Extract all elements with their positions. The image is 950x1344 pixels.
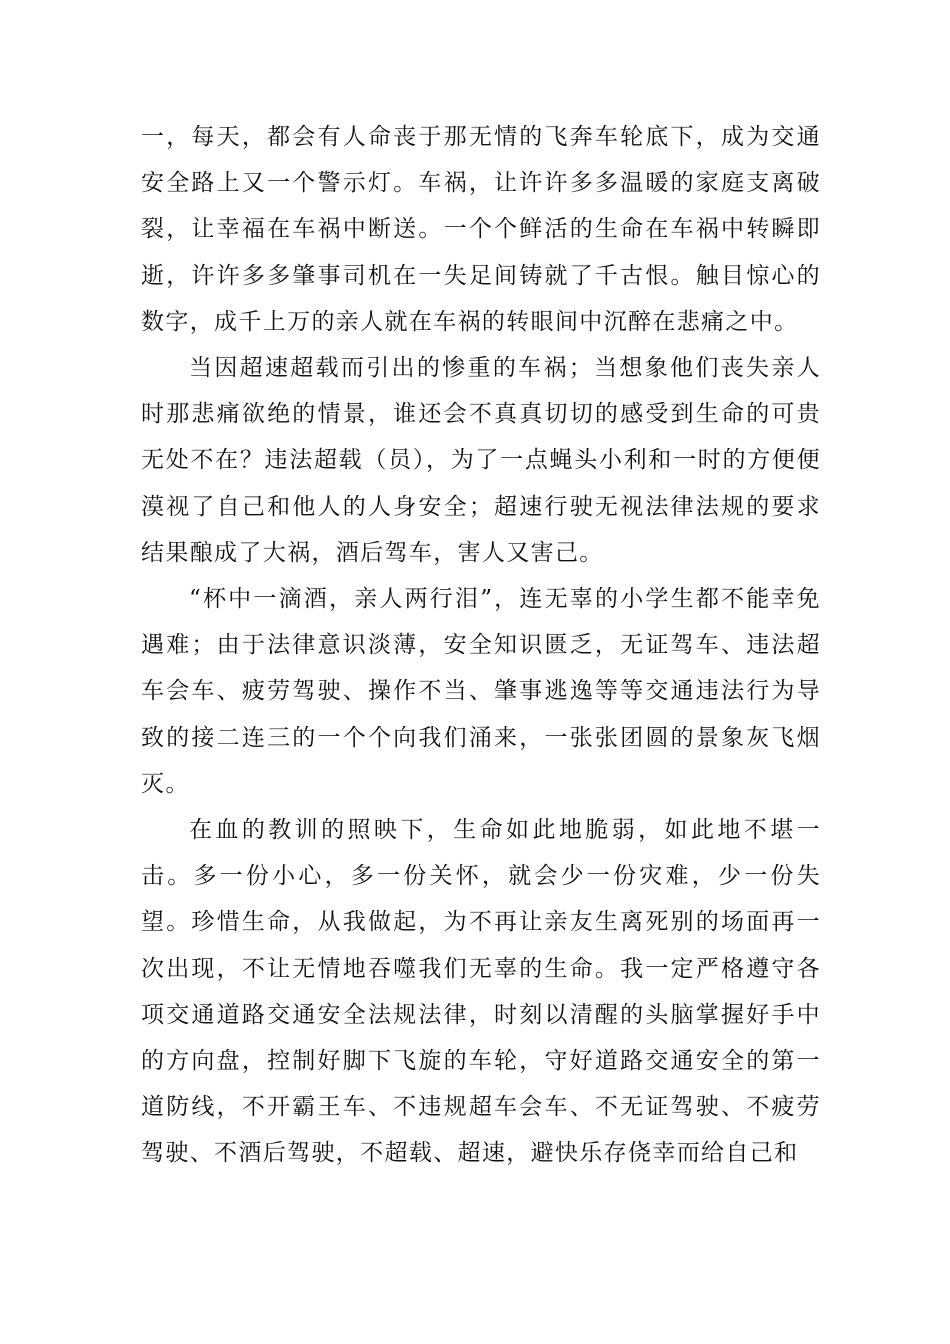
paragraph-3: “杯中一滴酒，亲人两行泪”，连无辜的小学生都不能幸免遇难；由于法律意识淡薄，安全知识匮乏，无证驾车、违法超车会车、疲劳驾驶、操作不当、肇事逃逸等等交通违法行为导致的接二连三的一个个向我们涌来，一张张团圆的景象灰飞烟灭。 <box>141 586 821 797</box>
paragraph-2: 当因超速超载而引出的惨重的车祸；当想象他们丧失亲人时那悲痛欲绝的情景，谁还会不真真切切的感受到生命的可贵无处不在？违法超载（员），为了一点蝇头小利和一时的方便便漠视了自己和他人的人身安全；超速行驶无视法律法规的要求结果酿成了大祸，酒后驾车，害人又害己。 <box>141 355 821 566</box>
paragraph-4: 在血的教训的照映下，生命如此地脆弱，如此地不堪一击。多一份小心，多一份关怀，就会少一份灾难，少一份失望。珍惜生命，从我做起，为不再让亲友生离死别的场面再一次出现，不让无情地吞噬我们无辜的生命。我一定严格遵守各项交通道路交通安全法规法律，时刻以清醒的头脑掌握好手中的方向盘，控制好脚下飞旋的车轮，守好道路交通安全的第一道防线，不开霸王车、不违规超车会车、不无证驾驶、不疲劳驾驶、不酒后驾驶，不超载、超速，避快乐存侥幸而给自己和 <box>141 817 821 1167</box>
document-body <box>141 114 821 1177</box>
paragraph-1: 一，每天，都会有人命丧于那无情的飞奔车轮底下，成为交通安全路上又一个警示灯。车祸，让许许多多温暖的家庭支离破裂，让幸福在车祸中断送。一个个鲜活的生命在车祸中转瞬即逝，许许多多肇事司机在一失足间铸就了千古恨。触目惊心的数字，成千上万的亲人就在车祸的转眼间中沉醉在悲痛之中。 <box>141 124 821 335</box>
